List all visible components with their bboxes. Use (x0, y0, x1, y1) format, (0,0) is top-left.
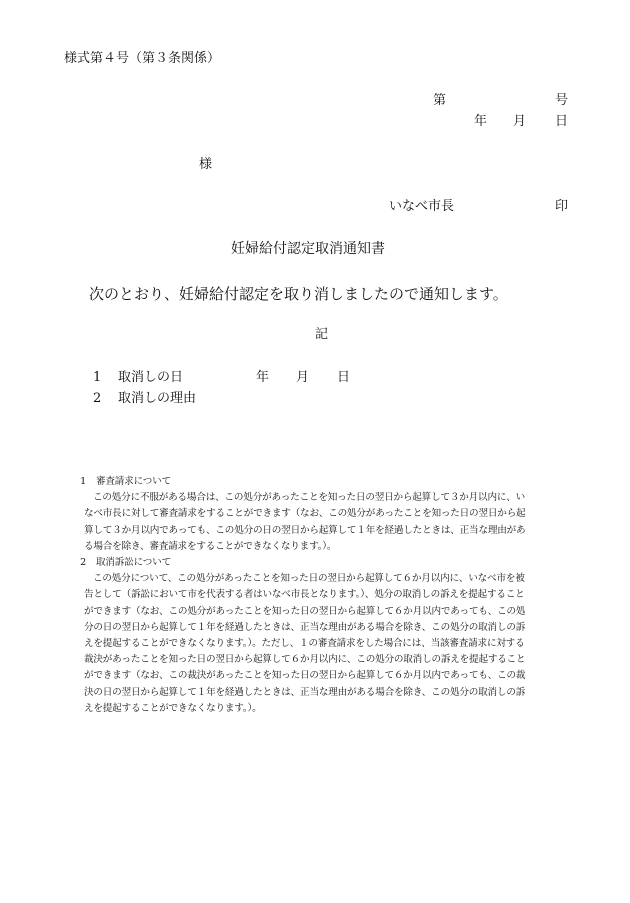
note-1-number: 1 (80, 476, 86, 487)
note-1-body (76, 490, 572, 555)
note-2-line: ができます（なお、この処分があったことを知った日の翌日から起算して６か月以内であっても、この処 (84, 605, 526, 617)
note-2-body (76, 571, 572, 717)
note-1-line: なべ市長に対して審査請求をすることができます（なお、この処分があったことを知った日の翌日から起 (84, 508, 526, 520)
note-2-line: 決の日の翌日から起算して１年を経過したときは、正当な理由がある場合を除き、この処分の取消しの訴 (84, 686, 526, 698)
date-month: 月 (513, 114, 527, 129)
note-2-line: 裁決があったことを知った日の翌日から起算して６か月以内に、この処分の取消しの訴えを提起すること (84, 654, 526, 666)
ki-label: 記 (315, 327, 329, 342)
notes-section (76, 474, 572, 717)
note-2-number: 2 (80, 557, 86, 569)
note-2-line: 告として（訴訟において市を代表する者はいなべ市長となります。）、処分の取消しの訴えを提起すること (84, 589, 525, 601)
note-1-line: この処分に不服がある場合は、この処分があったことを知った日の翌日から起算して３か月以内に、い (93, 492, 526, 504)
note-2-line: えを提起することができなくなります。）。 (84, 702, 262, 714)
number-suffix: 号 (555, 93, 569, 108)
number-prefix: 第 (433, 93, 447, 108)
addressee-suffix: 様 (199, 157, 213, 172)
intro-text: 次のとおり、妊婦給付認定を取り消しましたので通知します。 (89, 285, 508, 303)
note-2-line: ができます（なお、この裁決があったことを知った日の翌日から起算して６か月以内であっても、この裁 (84, 670, 526, 682)
sender: いなべ市長 (389, 199, 455, 214)
note-1-line: 算して３か月以内であっても、この処分の日の翌日から起算して１年を経過したときは、正当な理由があ (84, 524, 526, 536)
note-2-heading-row (76, 555, 572, 571)
note-2-line: えを提起することができなくなります。）。ただし、１の審査請求をした場合には、当該審査請求に対する (84, 638, 525, 650)
form-label: 様式第４号（第３条関係） (64, 51, 221, 66)
date-day: 日 (555, 114, 569, 129)
item-1-label: 取消しの日 (118, 370, 184, 385)
item-1-year: 年 (256, 370, 270, 385)
note-1-heading: 審査請求について (96, 476, 171, 487)
item-2-label: 取消しの理由 (118, 391, 197, 406)
seal: 印 (555, 199, 569, 214)
date-year: 年 (474, 114, 488, 129)
item-1-month: 月 (296, 370, 310, 385)
document-title: 妊婦給付認定取消通知書 (231, 241, 385, 257)
note-1-line: る場合を除き、審査請求をすることができなくなります。）。 (84, 540, 337, 552)
item-1-number: 1 (93, 370, 102, 385)
note-2-heading: 取消訴訟について (96, 557, 171, 569)
item-1-day: 日 (337, 370, 351, 385)
note-2-line: この処分について、この処分があったことを知った日の翌日から起算して６か月以内に、いなべ市を被 (93, 573, 525, 585)
note-2-line: 分の日の翌日から起算して１年を経過したときは、正当な理由がある場合を除き、この処分の取消しの訴 (84, 621, 526, 633)
note-1-heading-row (76, 474, 572, 490)
item-2-number: 2 (93, 391, 102, 406)
